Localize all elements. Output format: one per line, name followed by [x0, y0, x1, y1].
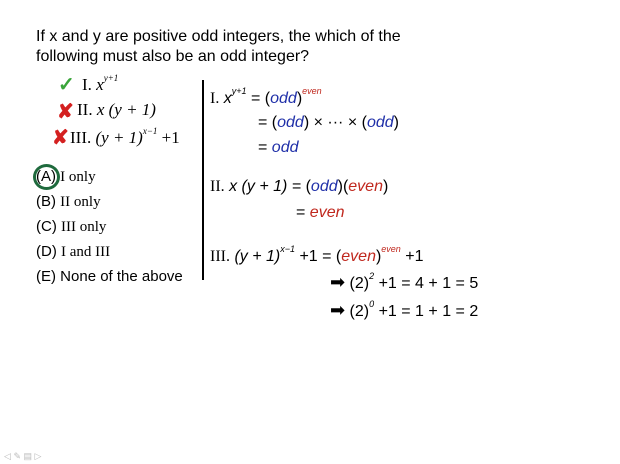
x-mark-icon: ✘ [52, 127, 69, 149]
question-line-1: If x and y are positive odd integers, the which of the [36, 28, 401, 45]
pointer-icon[interactable]: ◁ [4, 451, 11, 461]
statement-3-tail: +1 [161, 128, 180, 147]
check-icon: ✓ [58, 74, 75, 96]
choice-c[interactable]: (C) III only [36, 218, 107, 235]
work-1-line-2: = (odd) × ··· × (odd) [258, 114, 399, 131]
statement-1-num: I. [82, 75, 92, 94]
question-line-2: following must also be an odd integer? [36, 48, 310, 65]
divider-line [202, 80, 204, 280]
work-1-line-1: I. $x^{y+1} = (odd)^{even}$ [210, 86, 322, 107]
statement-1-exp: y+1 [103, 73, 119, 83]
statement-1-text: x [96, 75, 104, 94]
statement-2 [77, 100, 156, 120]
statement-2-num: II. [77, 100, 93, 119]
right-arrow-icon: ➡ [330, 272, 346, 292]
work-2-line-2: = even [296, 204, 345, 221]
choice-d[interactable]: (D) I and III [36, 243, 111, 260]
work-3-line-3: ➡ $(2)^0 +1 = 1 + 1 = 2$ [330, 299, 479, 320]
choice-e[interactable]: (E) None of the above [36, 268, 183, 285]
forward-icon[interactable]: ▷ [34, 451, 42, 461]
work-2-line-1: II. x (y + 1) = (odd)(even) [210, 178, 389, 195]
statement-3-num: III. [70, 128, 92, 147]
right-arrow-icon: ➡ [330, 300, 346, 320]
menu-icon[interactable]: ▤ [23, 451, 33, 461]
x-mark-icon: ✘ [57, 101, 74, 123]
choice-a[interactable]: (A) I only [36, 168, 96, 185]
toolbar[interactable] [4, 451, 41, 462]
statement-3-text: (y + 1) [95, 128, 143, 147]
work-3-line-1: III. $(y + 1)^{x-1} +1$ = (even)$^{even}$ +1 [210, 244, 424, 265]
statement-3-exp: x−1 [142, 126, 158, 136]
choice-b[interactable]: (B) II only [36, 193, 101, 210]
statement-1 [82, 73, 118, 95]
statement-2-text: x (y + 1) [96, 100, 156, 119]
work-1-line-3: = odd [258, 139, 299, 156]
pen-icon[interactable]: ✎ [13, 451, 21, 461]
question [36, 27, 401, 67]
work-3-line-2: ➡ $(2)^2 +1 = 4 + 1 = 5$ [330, 271, 479, 292]
statement-3 [70, 126, 180, 148]
